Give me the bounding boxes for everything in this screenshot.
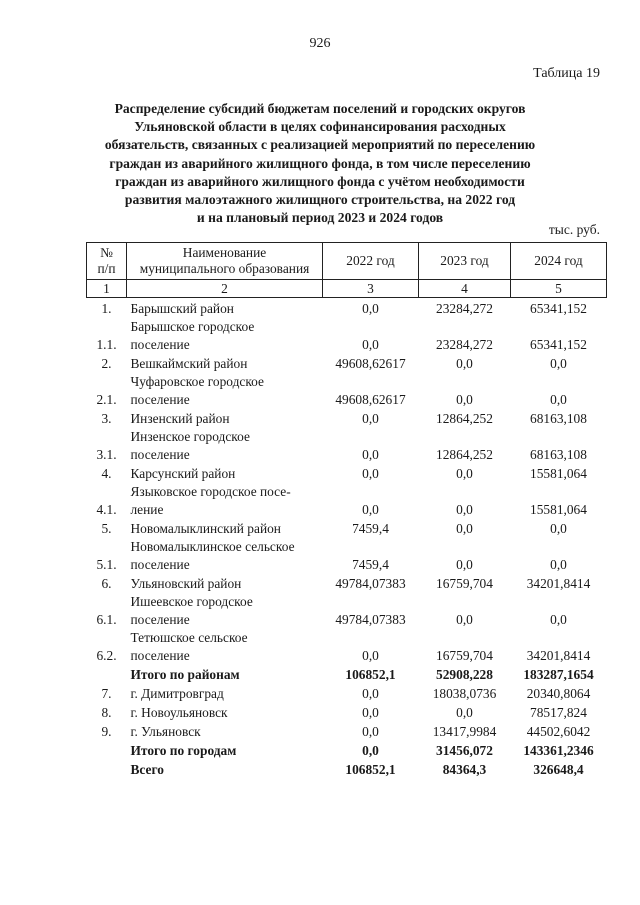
value-2024: 0,0 [550, 355, 567, 371]
row-number: 5. [101, 520, 112, 536]
header-name-line1: Наименование [182, 245, 267, 260]
value-2023: 16759,704 [436, 575, 493, 591]
value-2023: 84364,3 [442, 761, 487, 777]
row-number: 7. [101, 685, 112, 701]
value-2023: 12864,252 [436, 446, 493, 462]
row-name-line: Барышское городское [130, 319, 255, 334]
value-2022: 49608,62617 [335, 355, 406, 371]
value-2022: 0,0 [362, 742, 379, 758]
table-body [87, 298, 607, 779]
row-name [127, 628, 323, 664]
row-number: 4. [101, 465, 112, 481]
value-2024: 326648,4 [533, 761, 584, 777]
row-name [127, 683, 323, 702]
value-2024: 15581,064 [530, 465, 587, 481]
total-row [87, 740, 607, 759]
row-name-line: Чуфаровское городское [130, 374, 264, 389]
row-name [127, 573, 323, 592]
value-2023: 52908,228 [436, 666, 493, 682]
row-name-line: г. Новоульяновск [130, 704, 228, 720]
row-name [127, 463, 323, 482]
value-2024: 44502,6042 [526, 723, 591, 739]
row-name [127, 592, 323, 628]
row-name [127, 372, 323, 408]
column-number: 5 [511, 280, 607, 298]
header-number-line2: п/п [97, 261, 116, 276]
row-name-line: поселение [130, 611, 190, 627]
value-2024: 15581,064 [530, 501, 587, 517]
value-2022: 0,0 [362, 465, 379, 481]
row-name-line: Карсунский район [130, 465, 236, 481]
row-number: 5.1. [96, 556, 117, 572]
units-label: тыс. руб. [548, 222, 600, 237]
value-2023: 12864,252 [436, 410, 493, 426]
value-2022: 0,0 [362, 647, 379, 663]
row-name-line: Новомалыклинское сельское [130, 539, 295, 554]
value-2024: 65341,152 [530, 336, 587, 352]
row-number: 8. [101, 704, 112, 720]
value-2022: 0,0 [362, 446, 379, 462]
row-name-line: Всего [130, 761, 164, 777]
table-row [87, 372, 607, 408]
value-2024: 78517,824 [530, 704, 587, 720]
row-name [127, 664, 323, 683]
table-row [87, 702, 607, 721]
value-2023: 16759,704 [436, 647, 493, 663]
row-name-line: поселение [130, 556, 190, 572]
value-2023: 18038,0736 [432, 685, 497, 701]
header-number [87, 243, 127, 280]
row-name-line: поселение [130, 336, 190, 352]
row-number: 3.1. [96, 446, 117, 462]
row-name-line: Языковское городское посе- [130, 484, 291, 499]
total-row [87, 664, 607, 683]
row-name-line: Итого по городам [130, 742, 237, 758]
value-2024: 20340,8064 [526, 685, 591, 701]
table-row [87, 482, 607, 518]
row-name-line: Ульяновский район [130, 575, 242, 591]
table-row [87, 573, 607, 592]
column-number-row [87, 280, 607, 298]
value-2022: 0,0 [362, 723, 379, 739]
value-2024: 0,0 [550, 611, 567, 627]
value-2023: 0,0 [456, 465, 473, 481]
value-2024: 0,0 [550, 520, 567, 536]
value-2022: 0,0 [362, 410, 379, 426]
row-name [127, 298, 323, 318]
value-2024: 0,0 [550, 391, 567, 407]
row-name [127, 518, 323, 537]
header-name [127, 243, 323, 280]
row-name [127, 702, 323, 721]
row-number: 2. [101, 355, 112, 371]
value-2023: 0,0 [456, 355, 473, 371]
row-name-line: Инзенский район [130, 410, 230, 426]
title-line: обязательств, связанных с реализацией мероприятий по переселению [104, 137, 536, 153]
title-line: и на плановый период 2023 и 2024 годов [196, 210, 444, 226]
table-row [87, 518, 607, 537]
table-row [87, 683, 607, 702]
value-2024: 34201,8414 [526, 575, 591, 591]
value-2022: 0,0 [362, 300, 379, 316]
row-name-line: поселение [130, 647, 190, 663]
header-row [87, 243, 607, 280]
row-number: 9. [101, 723, 112, 739]
table-row [87, 463, 607, 482]
row-number: 6. [101, 575, 112, 591]
page-number: 926 [309, 36, 331, 51]
value-2024: 68163,108 [530, 446, 587, 462]
table-row [87, 592, 607, 628]
value-2023: 0,0 [456, 556, 473, 572]
header-2022: 2022 год [323, 243, 419, 280]
value-2023: 31456,072 [436, 742, 493, 758]
row-number: 1. [101, 300, 112, 316]
row-name-line: поселение [130, 391, 190, 407]
value-2022: 0,0 [362, 704, 379, 720]
subsidy-table [86, 242, 607, 778]
table-row [87, 427, 607, 463]
value-2023: 0,0 [456, 501, 473, 517]
title-line: граждан из аварийного жилищного фонда с учётом необходимости [115, 173, 525, 189]
value-2022: 49784,07383 [335, 575, 406, 591]
row-name-line: г. Димитровград [130, 685, 224, 701]
row-name [127, 427, 323, 463]
row-name [127, 759, 323, 778]
value-2023: 23284,272 [436, 336, 493, 352]
column-number: 4 [419, 280, 511, 298]
title-line: развития малоэтажного жилищного строительства, на 2022 год [124, 192, 516, 208]
row-number: 4.1. [96, 501, 117, 517]
value-2022: 106852,1 [345, 761, 396, 777]
header-2023: 2023 год [419, 243, 511, 280]
value-2023: 13417,9984 [432, 723, 497, 739]
header-number-line1: № [100, 245, 113, 260]
value-2023: 0,0 [456, 611, 473, 627]
row-number: 6.1. [96, 611, 117, 627]
row-number [87, 759, 127, 778]
table-label: Таблица 19 [533, 66, 600, 81]
value-2024: 143361,2346 [523, 742, 594, 758]
value-2022: 106852,1 [345, 666, 396, 682]
value-2024: 0,0 [550, 556, 567, 572]
row-name-line: Итого по районам [130, 666, 240, 682]
value-2022: 0,0 [362, 685, 379, 701]
value-2024: 68163,108 [530, 410, 587, 426]
row-name [127, 317, 323, 353]
title-line: Ульяновской области в целях софинансирования расходных [134, 119, 506, 135]
row-number: 3. [101, 410, 112, 426]
row-name-line: Барышский район [130, 300, 234, 316]
row-name-line: Вешкаймский район [130, 355, 248, 371]
row-name-line: Инзенское городское [130, 429, 250, 444]
value-2024: 65341,152 [530, 300, 587, 316]
table-row [87, 628, 607, 664]
row-number [87, 664, 127, 683]
title-line: Распределение субсидий бюджетам поселений и городских округов [114, 101, 526, 116]
table-row [87, 353, 607, 372]
header-2024: 2024 год [511, 243, 607, 280]
column-number: 1 [87, 280, 127, 298]
row-name [127, 740, 323, 759]
table-row [87, 537, 607, 573]
row-name-line: ление [130, 501, 164, 517]
row-name-line: Тетюшское сельское [130, 630, 248, 645]
row-name-line: г. Ульяновск [130, 723, 201, 739]
row-name [127, 721, 323, 740]
value-2022: 7459,4 [352, 520, 389, 536]
total-row [87, 759, 607, 778]
table-row [87, 721, 607, 740]
value-2022: 7459,4 [352, 556, 389, 572]
row-number [87, 740, 127, 759]
row-number: 2.1. [96, 391, 117, 407]
header-name-line2: муниципального образования [139, 261, 310, 276]
row-name-line: Ишеевское городское [130, 594, 253, 609]
value-2022: 49784,07383 [335, 611, 406, 627]
row-name-line: поселение [130, 446, 190, 462]
row-name [127, 408, 323, 427]
value-2024: 183287,1654 [523, 666, 594, 682]
row-number: 1.1. [96, 336, 117, 352]
value-2024: 34201,8414 [526, 647, 591, 663]
value-2023: 0,0 [456, 704, 473, 720]
row-name [127, 482, 323, 518]
table-row [87, 298, 607, 318]
value-2022: 49608,62617 [335, 391, 406, 407]
value-2022: 0,0 [362, 501, 379, 517]
document-title [80, 100, 560, 227]
column-number: 3 [323, 280, 419, 298]
value-2023: 0,0 [456, 520, 473, 536]
row-name [127, 353, 323, 372]
column-number: 2 [127, 280, 323, 298]
row-number: 6.2. [96, 647, 117, 663]
title-line: граждан из аварийного жилищного фонда, в том числе переселению [109, 155, 531, 171]
value-2022: 0,0 [362, 336, 379, 352]
table-row [87, 408, 607, 427]
value-2023: 23284,272 [436, 300, 493, 316]
row-name [127, 537, 323, 573]
row-name-line: Новомалыклинский район [130, 520, 281, 536]
table-row [87, 317, 607, 353]
value-2023: 0,0 [456, 391, 473, 407]
